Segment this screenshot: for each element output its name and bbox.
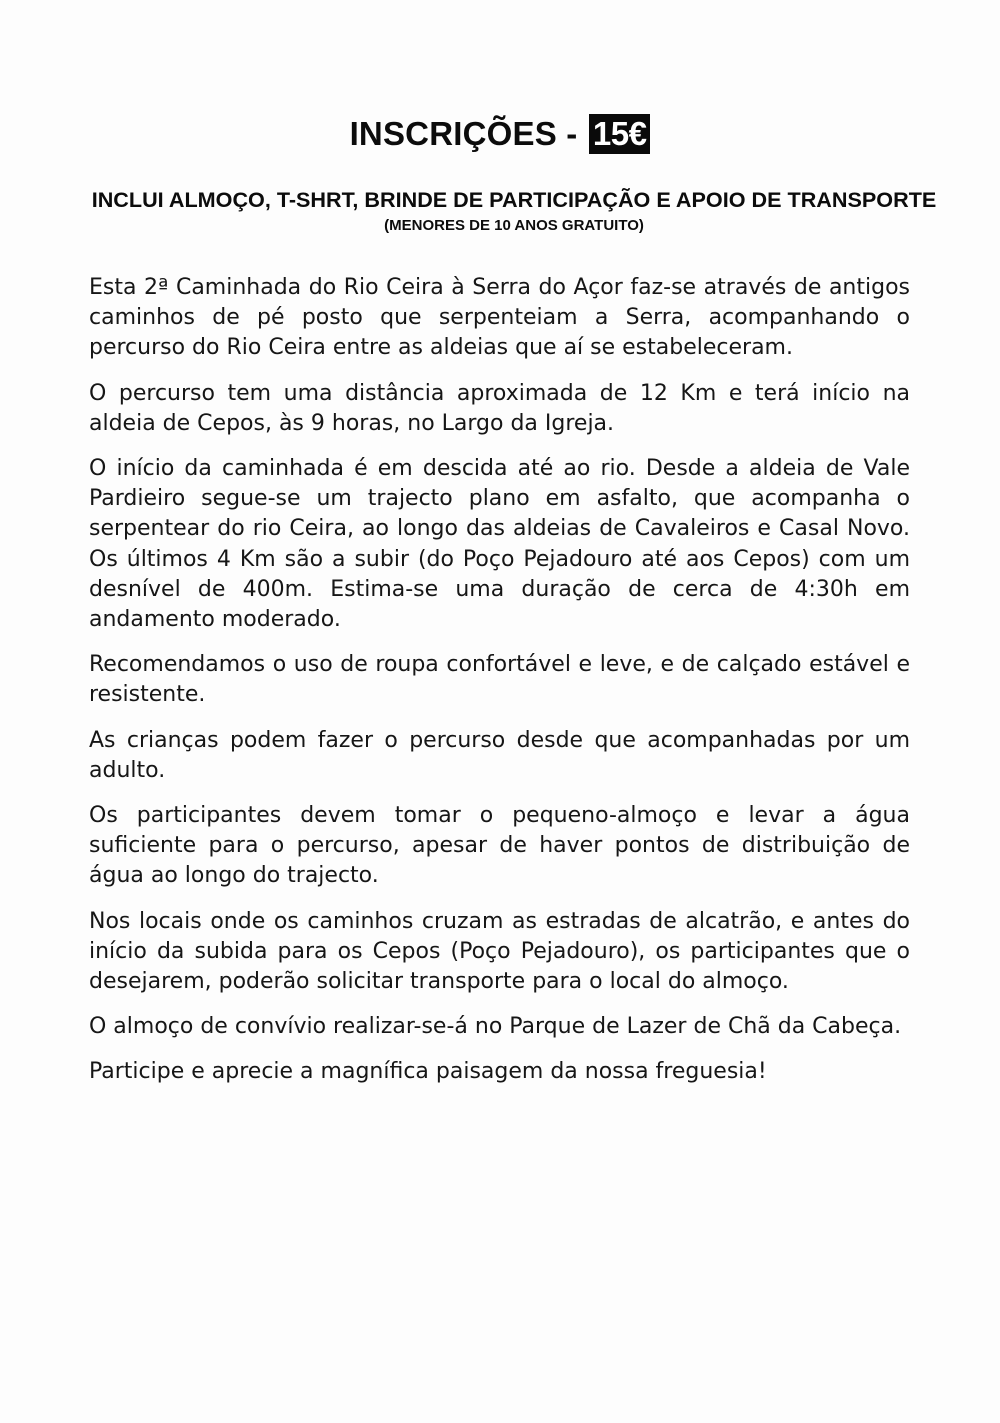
paragraph-closing: Participe e aprecie a magnífica paisagem da nossa freguesia! [89, 1059, 767, 1085]
includes-subtitle: INCLUI ALMOÇO, T-SHRT, BRINDE DE PARTICIPAÇÃO E APOIO DE TRANSPORTE [91, 187, 937, 212]
paragraph-route: O início da caminhada é em descida até ao rio. Desde a aldeia de Vale Pardieiro segue-se um trajecto plano em asfalto, que acompanha o serpentear do rio Ceira, ao longo das aldeias de Cavaleiros e Casal Novo. Os últimos 4 Km são a subir (do Poço Pejadouro até aos Cepos) com um desnível de 400m. Estima-se uma duração de cerca de 4:30h em andamento moderado. [89, 456, 910, 633]
paragraph-water: Os participantes devem tomar o pequeno-almoço e levar a água suficiente para o percurso, apesar de haver pontos de distribuição de água ao longo do trajecto. [89, 803, 910, 889]
paragraph-distance: O percurso tem uma distância aproximada de 12 Km e terá início na aldeia de Cepos, às 9 horas, no Largo da Igreja. [89, 380, 910, 436]
body-text [89, 273, 910, 1103]
paragraph-transport: Nos locais onde os caminhos cruzam as estradas de alcatrão, e antes do início da subida para os Cepos (Poço Pejadouro), os participantes que o desejarem, poderão solicitar transporte para o local do almoço. [89, 908, 910, 995]
price-badge: 15€ [589, 114, 651, 154]
paragraph-intro: Esta 2ª Caminhada do Rio Ceira à Serra do Açor faz-se através de antigos caminhos de pé posto que serpenteiam a Serra, acompanhando o percurso do Rio Ceira entre as aldeias que aí se estabeleceram. [89, 275, 910, 361]
title-text: INSCRIÇÕES - [349, 115, 578, 152]
minors-free-note: (MENORES DE 10 ANOS GRATUITO) [384, 217, 644, 234]
paragraph-children: As crianças podem fazer o percurso desde que acompanhadas por um adulto. [89, 727, 910, 783]
page-title [0, 110, 1000, 158]
paragraph-clothing: Recomendamos o uso de roupa confortável e leve, e de calçado estável e resistente. [89, 652, 910, 708]
paragraph-lunch: O almoço de convívio realizar-se-á no Parque de Lazer de Chã da Cabeça. [89, 1014, 902, 1040]
